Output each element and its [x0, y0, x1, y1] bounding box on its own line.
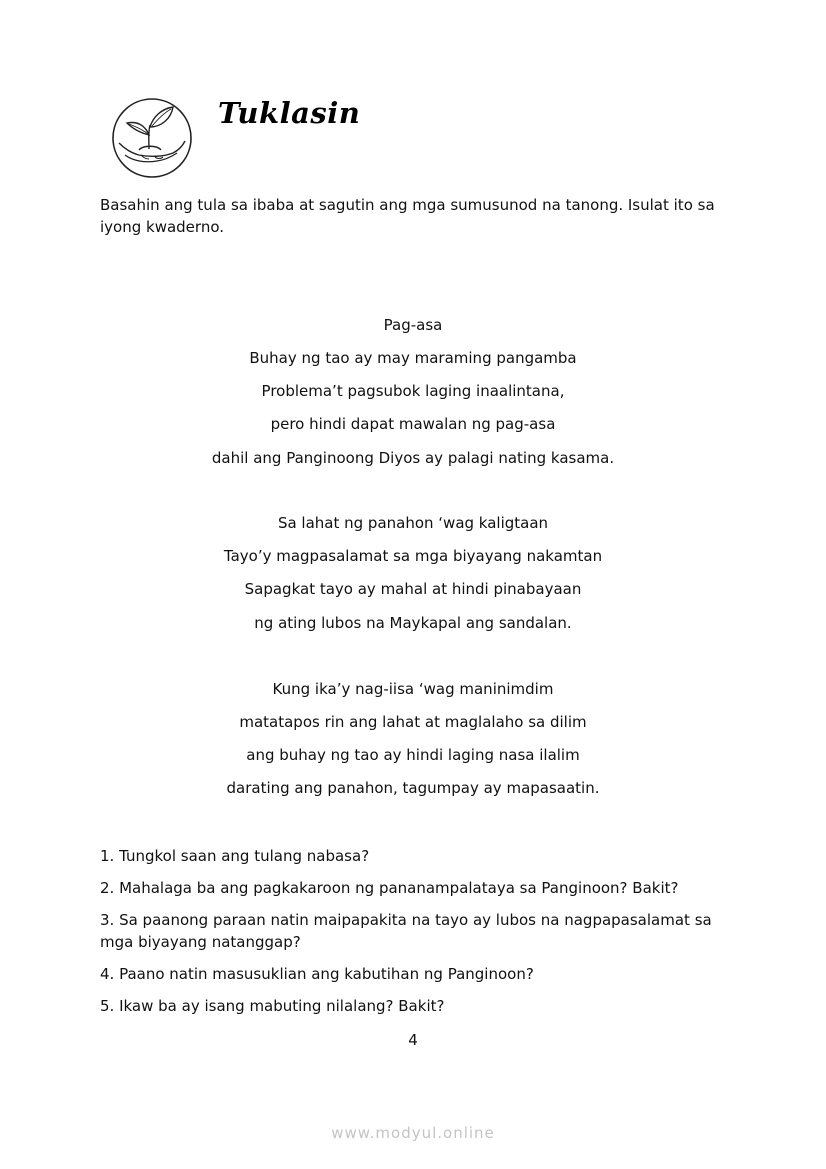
poem-line: Sapagkat tayo ay mahal at hindi pinabayaan [244, 580, 582, 598]
poem-line: darating ang panahon, tagumpay ay mapasaatin. [226, 779, 600, 797]
poem-line: Problema’t pagsubok laging inaalintana, [261, 382, 565, 400]
poem-line: Tayo’y magpasalamat sa mga biyayang nakamtan [223, 547, 603, 565]
poem-line: ang buhay ng tao ay hindi laging nasa ilalim [246, 746, 580, 764]
page-number: 4 [408, 1031, 418, 1049]
poem-line: Buhay ng tao ay may maraming pangamba [249, 349, 577, 367]
question-item: 5. Ikaw ba ay isang mabuting nilalang? Bakit? [100, 997, 445, 1015]
question-item: 3. Sa paanong paraan natin maipapakita na tayo ay lubos na nagpapasalamat sa mga biyayang natanggap? [100, 911, 712, 951]
question-list [100, 845, 720, 1027]
poem-line: matatapos rin ang lahat at maglalaho sa dilim [239, 713, 587, 731]
instructions-text: Basahin ang tula sa ibaba at sagutin ang mga sumusunod na tanong. Isulat ito sa iyong kwaderno. [100, 196, 715, 236]
section-title: Tuklasin [218, 96, 361, 130]
poem-line: Sa lahat ng panahon ‘wag kaligtaan [277, 514, 549, 532]
question-item: 2. Mahalaga ba ang pagkakaroon ng pananampalataya sa Panginoon? Bakit? [100, 879, 679, 897]
poem-line: dahil ang Panginoong Diyos ay palagi nating kasama. [211, 449, 615, 467]
question-item: 1. Tungkol saan ang tulang nabasa? [100, 847, 370, 865]
poem-title: Pag-asa [383, 316, 443, 334]
seedling-in-hand-icon [111, 97, 193, 179]
poem-line: pero hindi dapat mawalan ng pag-asa [270, 415, 556, 433]
watermark: www.modyul.online [331, 1124, 495, 1142]
question-item: 4. Paano natin masusuklian ang kabutihan ng Panginoon? [100, 965, 534, 983]
poem-line: Kung ika’y nag-iisa ‘wag maninimdim [272, 680, 554, 698]
poem-line: ng ating lubos na Maykapal ang sandalan. [254, 614, 572, 632]
